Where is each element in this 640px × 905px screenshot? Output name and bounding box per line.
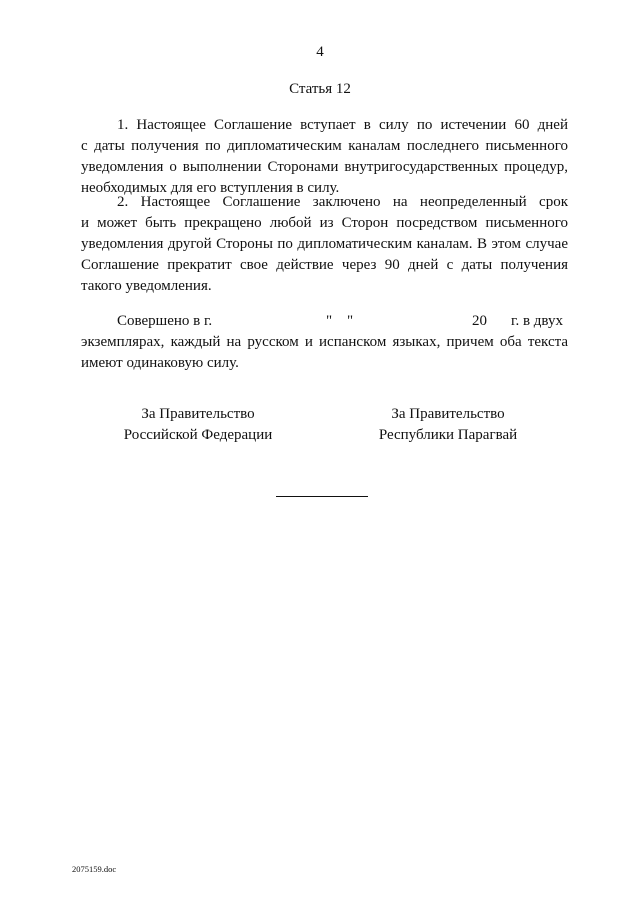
paragraph-1-line-2: с даты получения по дипломатическим каналам последнего письменного — [81, 138, 568, 154]
paragraph-1-line-1: 1. Настоящее Соглашение вступает в силу по истечении 60 дней — [117, 117, 568, 133]
done-clause-line-2: экземплярах, каждый на русском и испанском языках, причем оба текста — [81, 334, 568, 350]
signatory-russia — [88, 404, 308, 446]
done-clause — [81, 311, 568, 374]
end-divider — [276, 496, 368, 497]
paragraph-2-line-5: такого уведомления. — [81, 278, 212, 294]
paragraph-2-line-2: и может быть прекращено любой из Сторон посредством письменного — [81, 215, 568, 231]
signatory-paraguay-line-2: Республики Парагвай — [378, 427, 518, 443]
paragraph-2-line-3: уведомления другой Стороны по дипломатическим каналам. В этом случае — [81, 236, 568, 252]
done-clause-copies-label: г. в двух — [511, 313, 563, 329]
page-number: 4 — [316, 44, 324, 60]
done-clause-line-3: имеют одинаковую силу. — [81, 355, 239, 371]
file-name-footer: 2075159.doc — [72, 864, 117, 874]
signatory-paraguay-line-1: За Правительство — [391, 406, 505, 422]
paragraph-1-line-3: уведомления о выполнении Сторонами внутригосударственных процедур, — [81, 159, 568, 175]
paragraph-2 — [81, 192, 568, 297]
article-title: Статья 12 — [289, 81, 351, 97]
done-clause-city-label: Совершено в г. — [117, 313, 213, 329]
paragraph-1-line-4: необходимых для его вступления в силу. — [81, 180, 340, 196]
paragraph-2-line-1: 2. Настоящее Соглашение заключено на неопределенный срок — [117, 194, 568, 210]
signatory-russia-line-2: Российской Федерации — [123, 427, 273, 443]
done-clause-year-prefix: 20 — [472, 313, 487, 329]
paragraph-2-line-4: Соглашение прекратит свое действие через 90 дней с даты получения — [81, 257, 568, 273]
done-clause-quote-close: " — [347, 313, 354, 329]
done-clause-first-line — [81, 311, 568, 332]
signatory-paraguay — [338, 404, 558, 446]
signatory-russia-line-1: За Правительство — [141, 406, 255, 422]
paragraph-1 — [81, 115, 568, 199]
done-clause-quote-open: " — [326, 313, 333, 329]
